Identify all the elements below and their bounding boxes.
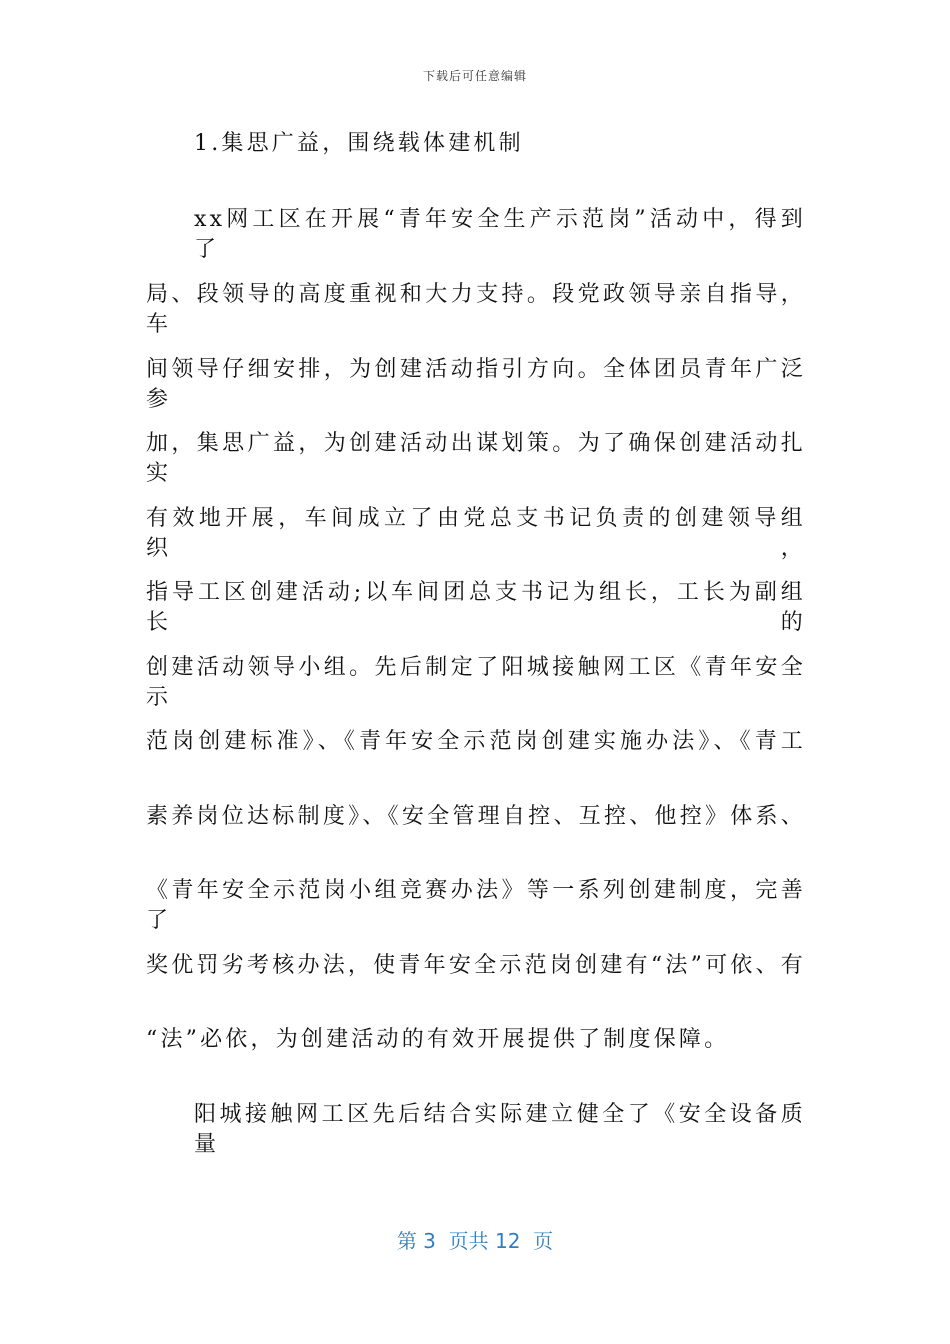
paragraph-line: 奖优罚劣考核办法，使青年安全示范岗创建有“法”可依、有 [146, 953, 806, 978]
section-heading: 1.集思广益，围绕载体建机制 [194, 131, 524, 156]
page-number-footer: 第 3 页共 12 页 [396, 1229, 554, 1253]
paragraph-line: “法”必依，为创建活动的有效开展提供了制度保障。 [146, 1027, 730, 1052]
page-header-note: 下载后可任意编辑 [422, 69, 527, 83]
paragraph-line: 创建活动领导小组。先后制定了阳城接触网工区《青年安全示 [146, 655, 806, 710]
paragraph-line: 局、段领导的高度重视和大力支持。段党政领导亲自指导，车 [146, 282, 806, 337]
paragraph-line: 《青年安全示范岗小组竞赛办法》等一系列创建制度，完善了 [146, 878, 806, 933]
paragraph-line: 指导工区创建活动;以车间团总支书记为组长，工长为副组长的 [146, 580, 806, 635]
paragraph-line: 间领导仔细安排，为创建活动指引方向。全体团员青年广泛参 [146, 357, 806, 412]
paragraph-line: 素养岗位达标制度》、《安全管理自控、互控、他控》体系、 [146, 804, 806, 829]
paragraph-line: 范岗创建标准》、《青年安全示范岗创建实施办法》、《青工 [146, 729, 806, 754]
paragraph-line: 有效地开展，车间成立了由党总支书记负责的创建领导组织， [146, 506, 806, 561]
paragraph-line: 阳城接触网工区先后结合实际建立健全了《安全设备质量 [194, 1102, 806, 1157]
paragraph-line: 加，集思广益，为创建活动出谋划策。为了确保创建活动扎实 [146, 431, 806, 486]
paragraph-line: xx网工区在开展“青年安全生产示范岗”活动中，得到了 [194, 207, 806, 262]
